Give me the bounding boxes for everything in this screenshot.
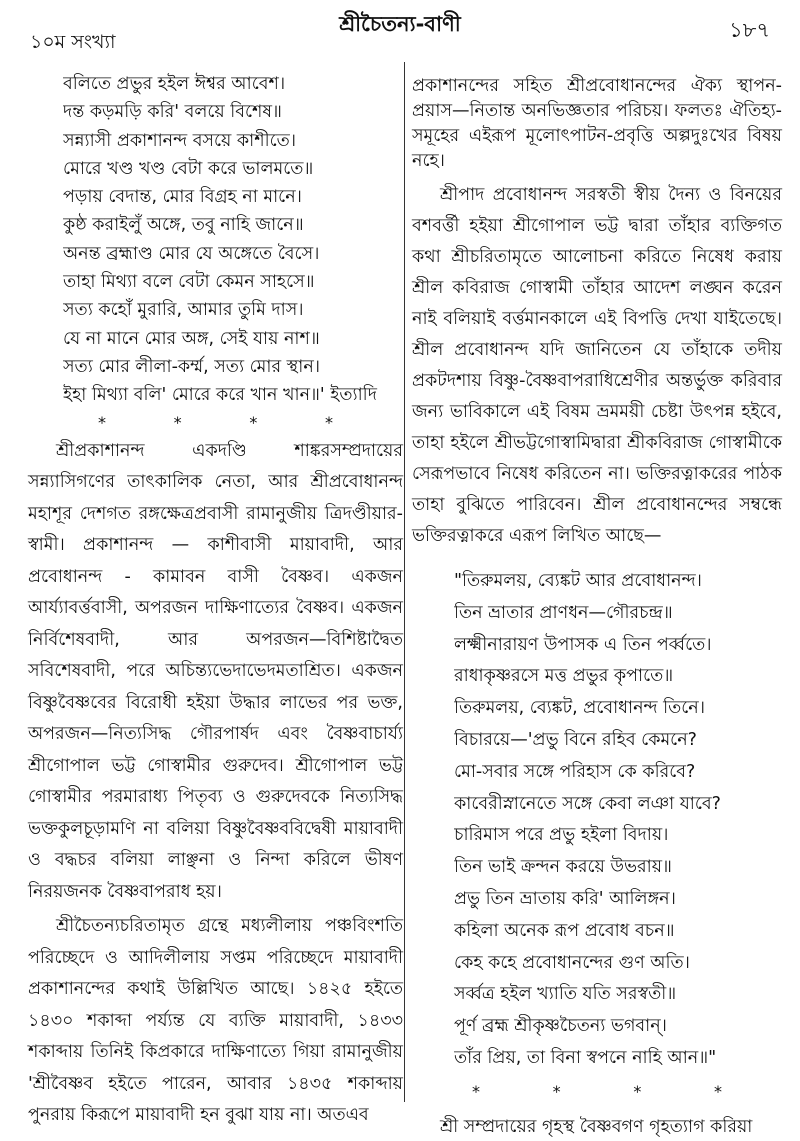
verse-line: যে না মানে মোর অঙ্গ, সেই যায় নাশ॥ [63, 328, 320, 349]
verse-line: চারিমাস পরে প্রভু হইলা বিদায়। [454, 825, 669, 846]
verse-line: তাহা মিথ্যা বলে বেটা কেমন সাহসে॥ [63, 272, 315, 293]
page-header [0, 0, 800, 60]
verse-line: কাবেরীস্নানেতে সঙ্গে কেবা লঞা যাবে? [454, 793, 721, 814]
quoted-verse-block [412, 566, 782, 1075]
separator-star: * [633, 1081, 642, 1101]
body-paragraph: শ্রীপ্রকাশানন্দ একদণ্ডি শাঙ্করসম্প্রদায়ের সন্ন্যাসিগণের তাৎকালিক নেতা, আর শ্রীপ্রবোধানন্দ মহাশূর দেশগত রঙ্গক্ষেত্রপ্রবাসী রামানুজীয় ত্রিদণ্ডীয়ার-স্বামী। প্রকাশানন্দ — কাশীবাসী মায়াবাদী, আর প্রবোধানন্দ - কামাবন বাসী বৈষ্ণব। একজন আর্য্যাবর্ত্তবাসী, অপরজন দাক্ষিণাত্যের বৈষ্ণব। একজন নির্বিশেষবাদী, আর অপরজন—বিশিষ্টাদ্বৈত সবিশেষবাদী, পরে অচিন্ত্যভেদাভেদমতাশ্রিত। একজন বিষ্ণুবৈষ্ণবের বিরোধী হইয়া উদ্ধার লাভের পর ভক্ত, অপরজন—নিত্যসিদ্ধ গৌরপার্ষদ এবং বৈষ্ণবাচার্য্য শ্রীগোপাল ভট্ট গোস্বামীর গুরুদেব। শ্রীগোপাল ভট্ট গোস্বামীর পরমারাধ্য পিতৃব্য ও গুরুদেবকে নিত্যসিদ্ধ ভক্তকুলচূড়ামণি না বলিয়া বিষ্ণুবৈষ্ণববিদ্বেষী মায়াবাদী ও বদ্ধচর বলিয়া লাঞ্ছনা ও নিন্দা করিলে ভীষণ নিরয়জনক বৈষ্ণবাপরাধ হয়। [28, 440, 403, 902]
separator-star: * [249, 412, 258, 432]
continuation-line: শ্রী সম্প্রদায়ের গৃহস্থ বৈষ্ণবগণ গৃহত্যাগ করিয়া [440, 1116, 753, 1137]
verse-line: সত্য মোর লীলা-কর্ম্ম, সত্য মোর স্থান। [63, 356, 321, 377]
separator-star: * [98, 412, 106, 432]
verse-line: তাঁর প্রিয়, তা বিনা স্বপনে নাহি আন॥" [454, 1047, 717, 1068]
separator-star: * [713, 1081, 722, 1101]
verse-line: অনন্ত ব্রহ্মাণ্ড মোর যে অঙ্গেতে বৈসে। [63, 243, 320, 264]
left-column [28, 70, 403, 1132]
verse-line: বলিতে প্রভুর হইল ঈশ্বর আবেশ। [63, 74, 286, 94]
verse-line: "তিরুমলয়, ব্যেঙ্কট আর প্রবোধানন্দ। [454, 571, 702, 591]
separator-star: * [552, 1081, 561, 1101]
body-paragraph: শ্রীপাদ প্রবোধানন্দ সরস্বতী স্বীয় দৈন্য ও বিনয়ের বশবর্ত্তী হইয়া শ্রীগোপাল ভট্ট দ্বারা তাঁহার ব্যক্তিগত কথা শ্রীচরিতামৃতে আলোচনা করিতে নিষেধ করায় শ্রীল কবিরাজ গোস্বামী তাঁহার আদেশ লঙ্ঘন করেন নাই বলিয়াই বর্ত্তমানকালে এই বিপত্তি দেখা যাইতেছে। শ্রীল প্রবোধানন্দ যদি জানিতেন যে তাঁহাকে তদীয় প্রকটদশায় বিষ্ণু-বৈষ্ণবাপরাধিশ্রেণীর অন্তর্ভুক্ত করিবার জন্য ভাবিকালে এই বিষম ভ্রমময়ী চেষ্টা উৎপন্ন হইবে, তাহা হইলে শ্রীভট্টগোস্বামিদ্বারা শ্রীকবিরাজ গোস্বামীকে সেরূপভাবে নিষেধ করিতেন না। ভক্তিরত্নাকরের পাঠক তাহা বুঝিতে পারিবেন। শ্রীল প্রবোধানন্দের সম্বন্ধে ভক্তিরত্নাকরে এরূপ লিখিত আছে— [412, 185, 782, 546]
verse-line: দন্ত কড়মড়ি করি' বলয়ে বিশেষ॥ [63, 102, 282, 123]
verse-line: তিন ভ্রাতার প্রাণধন—গৌরচন্দ্র॥ [454, 602, 673, 623]
separator-star: * [324, 412, 333, 432]
verse-block [28, 70, 403, 410]
verse-line: সন্ন্যাসী প্রকাশানন্দ বসয়ে কাশীতে। [63, 130, 296, 151]
verse-line: কুষ্ঠ করাইলুঁ অঙ্গে, তবু নাহি জানে॥ [63, 215, 304, 236]
verse-line: প্রভু তিন ভ্রাতায় করি' আলিঙ্গন। [454, 888, 676, 909]
verse-line: পূর্ণ ব্রহ্ম শ্রীকৃষ্ণচৈতন্য ভগবান্। [454, 1016, 667, 1037]
verse-line: কেহ কহে প্রবোধানন্দের গুণ অতি। [454, 952, 690, 973]
verse-line: বিচারয়ে—'প্রভু বিনে রহিব কেমনে? [454, 729, 697, 750]
section-separator [412, 1079, 782, 1105]
verse-line: সত্য কহোঁ মুরারি, আমার তুমি দাস। [63, 300, 304, 321]
verse-line: তিরুমলয়, ব্যেঙ্কট, প্রবোধানন্দ তিনে। [454, 698, 705, 719]
verse-line: সর্ব্বত্র হইল খ্যাতি যতি সরস্বতী॥ [454, 984, 677, 1005]
issue-label: ১০ম সংখ্যা [30, 31, 116, 53]
verse-line: পড়ায় বেদান্ত, মোর বিগ্রহ না মানে। [63, 187, 302, 208]
section-separator [28, 410, 403, 436]
verse-line: তিন ভাই ক্রন্দন করয়ে উভরায়॥ [454, 857, 672, 878]
body-paragraph: প্রকাশানন্দের সহিত শ্রীপ্রবোধানন্দের ঐক্য স্থাপন-প্রয়াস—নিতান্ত অনভিজ্ঞতার পরিচয়। ফলতঃ ঐতিহ্য-সমূহের এইরূপ মূলোৎপাটন-প্রবৃত্তি অল্পদুঃখের বিষয় নহে। [412, 76, 782, 171]
body-paragraph: শ্রীচৈতন্যচরিতামৃত গ্রন্থে মধ্যলীলায় পঞ্চবিংশতি পরিচ্ছেদে ও আদিলীলায় সপ্তম পরিচ্ছেদে মায়াবাদী প্রকাশানন্দের কথাই উল্লিখিত আছে। ১৪২৫ হইতে ১৪৩০ শকাব্দা পর্য্যন্ত যে ব্যক্তি মায়াবাদী, ১৪৩৩ শকাব্দায় তিনিই কিপ্রকারে দাক্ষিণাত্যে গিয়া রামানুজীয় 'শ্রীবৈষ্ণব হইতে পারেন, আবার ১৪৩৫ শকাব্দায় পুনরায় কিরূপে মায়াবাদী হন বুঝা যায় না। অতএব [28, 916, 403, 1126]
page-number: ১৮৭ [729, 18, 770, 42]
right-column [412, 74, 782, 1141]
journal-title: শ্রীচৈতন্য-বাণী [339, 12, 461, 36]
verse-line: কহিলা অনেক রূপ প্রবোধ বচন॥ [454, 920, 675, 941]
verse-line: ইহা মিথ্যা বলি' মোরে করে খান খান॥' ইত্যাদি [63, 385, 377, 406]
separator-star: * [472, 1081, 480, 1101]
column-divider [404, 62, 405, 1102]
separator-star: * [173, 412, 182, 432]
verse-line: রাধাকৃষ্ণরসে মত্ত প্রভুর কৃপাতে॥ [454, 666, 674, 687]
verse-line: মো-সবার সঙ্গে পরিহাস কে করিবে? [454, 761, 696, 782]
verse-line: লক্ষ্মীনারায়ণ উপাসক এ তিন পর্ব্বতে। [454, 634, 712, 655]
verse-line: মোরে খণ্ড খণ্ড বেটা করে ভালমতে॥ [63, 158, 314, 179]
